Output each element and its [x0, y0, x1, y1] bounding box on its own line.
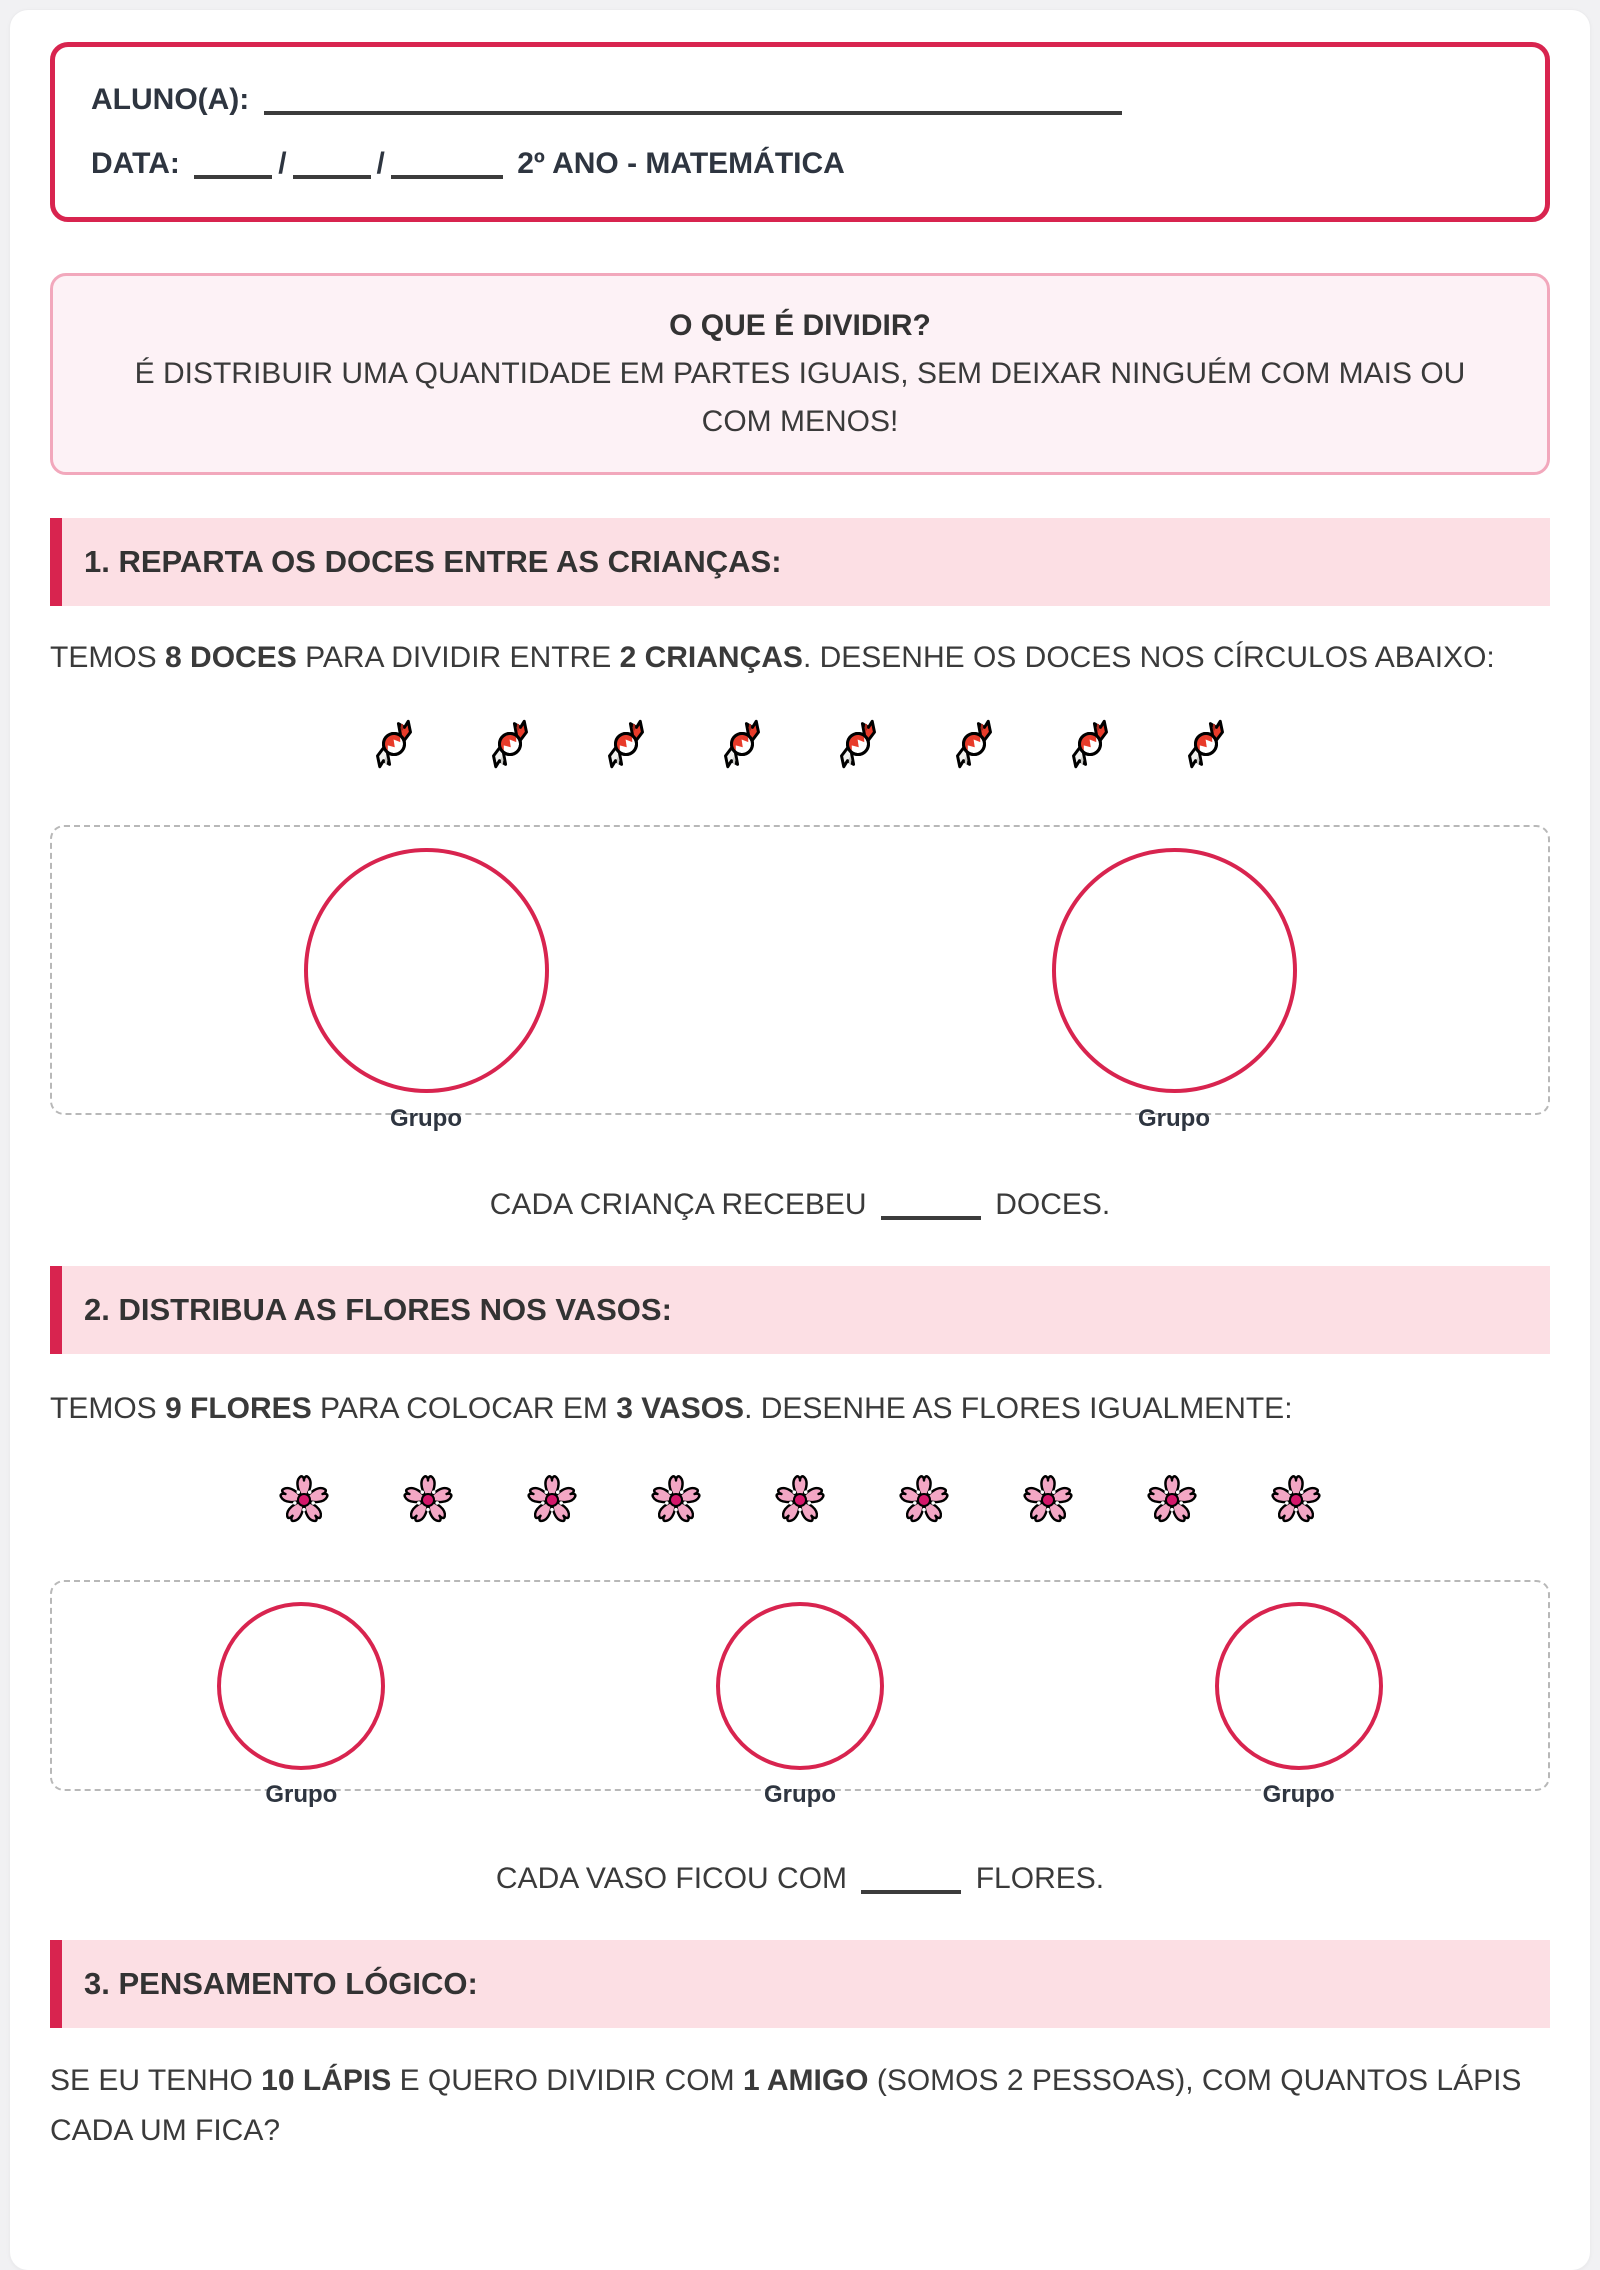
text-segment: DOCES.: [986, 1188, 1111, 1221]
group-label: Grupo: [1262, 1781, 1335, 1808]
group-circle: [217, 1602, 385, 1770]
blank-line: [391, 154, 503, 180]
section-2-instruction: [50, 1384, 1550, 1434]
flower-icon: [1267, 1471, 1325, 1529]
flower-row: [50, 1471, 1550, 1529]
text-segment: CADA VASO FICOU COM: [495, 1862, 856, 1895]
text-segment: ALUNO(A):: [91, 83, 258, 116]
text-segment: 8 DOCES: [165, 641, 297, 674]
group-slot: [217, 1582, 385, 1808]
text-segment: 1 AMIGO: [742, 2064, 869, 2097]
flower-icon: [399, 1471, 457, 1529]
flower-icon: [647, 1471, 705, 1529]
group-label: Grupo: [265, 1781, 338, 1808]
text-segment: FLORES.: [967, 1862, 1105, 1895]
text-segment: E QUERO DIVIDIR COM: [391, 2064, 743, 2097]
group-label: Grupo: [763, 1781, 836, 1808]
blank-line: [293, 154, 371, 180]
section-1-banner: 1. REPARTA OS DOCES ENTRE AS CRIANÇAS:: [50, 518, 1550, 606]
text-segment: PARA DIVIDIR ENTRE: [296, 641, 620, 674]
candy-icon: [1179, 717, 1233, 771]
text-segment: 3 VASOS: [616, 1392, 745, 1425]
candy-icon: [367, 717, 421, 771]
flower-icon: [771, 1471, 829, 1529]
flower-icon: [1143, 1471, 1201, 1529]
section-2-group-box: [50, 1580, 1550, 1808]
candy-icon: [715, 717, 769, 771]
section-1-instruction: [50, 633, 1550, 683]
candy-icon: [483, 717, 537, 771]
section-2-banner: 2. DISTRIBUA AS FLORES NOS VASOS:: [50, 1266, 1550, 1354]
group-circle: [1052, 848, 1297, 1093]
text-segment: 2 CRIANÇAS: [619, 641, 803, 674]
group-circle: [716, 1602, 884, 1770]
group-circle: [304, 848, 549, 1093]
flower-icon: [895, 1471, 953, 1529]
flower-icon: [523, 1471, 581, 1529]
flower-icon: [275, 1471, 333, 1529]
text-segment: 2º ANO - MATEMÁTICA: [508, 147, 845, 180]
text-segment: /: [278, 147, 287, 180]
section-3-banner: 3. PENSAMENTO LÓGICO:: [50, 1940, 1550, 2028]
blank-line: [194, 154, 272, 180]
flower-icon: [1019, 1471, 1077, 1529]
concept-box: [50, 273, 1550, 475]
text-segment: CADA CRIANÇA RECEBEU: [489, 1188, 875, 1221]
worksheet-page: [10, 10, 1590, 2270]
text-segment: /: [376, 147, 385, 180]
section-3-instruction: [50, 2056, 1550, 2156]
candy-icon: [599, 717, 653, 771]
section-1-answer-sentence: [50, 1180, 1550, 1230]
text-segment: . DESENHE AS FLORES IGUALMENTE:: [744, 1392, 1293, 1425]
candy-icon: [947, 717, 1001, 771]
group-slot: [1052, 827, 1297, 1132]
group-label: Grupo: [390, 1105, 462, 1132]
text-segment: 10 LÁPIS: [261, 2064, 392, 2097]
section-2-answer-sentence: [50, 1854, 1550, 1904]
group-slot: [1215, 1582, 1383, 1808]
date-course-line: [91, 141, 1509, 187]
blank-line: [881, 1195, 981, 1221]
concept-body: É DISTRIBUIR UMA QUANTIDADE EM PARTES IGUAIS, SEM DEIXAR NINGUÉM COM MAIS OU COM MENOS!: [134, 357, 1466, 438]
group-circle: [1215, 1602, 1383, 1770]
text-segment: 9 FLORES: [165, 1392, 312, 1425]
text-segment: TEMOS: [50, 1392, 166, 1425]
text-segment: . DESENHE OS DOCES NOS CÍRCULOS ABAIXO:: [802, 641, 1495, 674]
candy-row: [50, 717, 1550, 771]
text-segment: TEMOS: [50, 641, 166, 674]
student-name-line: [91, 77, 1509, 123]
candy-icon: [831, 717, 885, 771]
candy-icon: [1063, 717, 1117, 771]
student-info-box: [50, 42, 1550, 222]
blank-line: [861, 1869, 961, 1895]
text-segment: SE EU TENHO: [50, 2064, 262, 2097]
group-slot: [304, 827, 549, 1132]
text-segment: DATA:: [91, 147, 189, 180]
group-label: Grupo: [1138, 1105, 1210, 1132]
blank-line: [264, 90, 1122, 116]
text-segment: (SOMOS 2 PESSOAS), COM QUANTOS LÁPIS CADA UM FICA?: [50, 2064, 1522, 2147]
concept-title: O QUE É DIVIDIR?: [669, 309, 931, 342]
group-slot: [716, 1582, 884, 1808]
text-segment: PARA COLOCAR EM: [311, 1392, 617, 1425]
section-1-group-box: [50, 825, 1550, 1132]
